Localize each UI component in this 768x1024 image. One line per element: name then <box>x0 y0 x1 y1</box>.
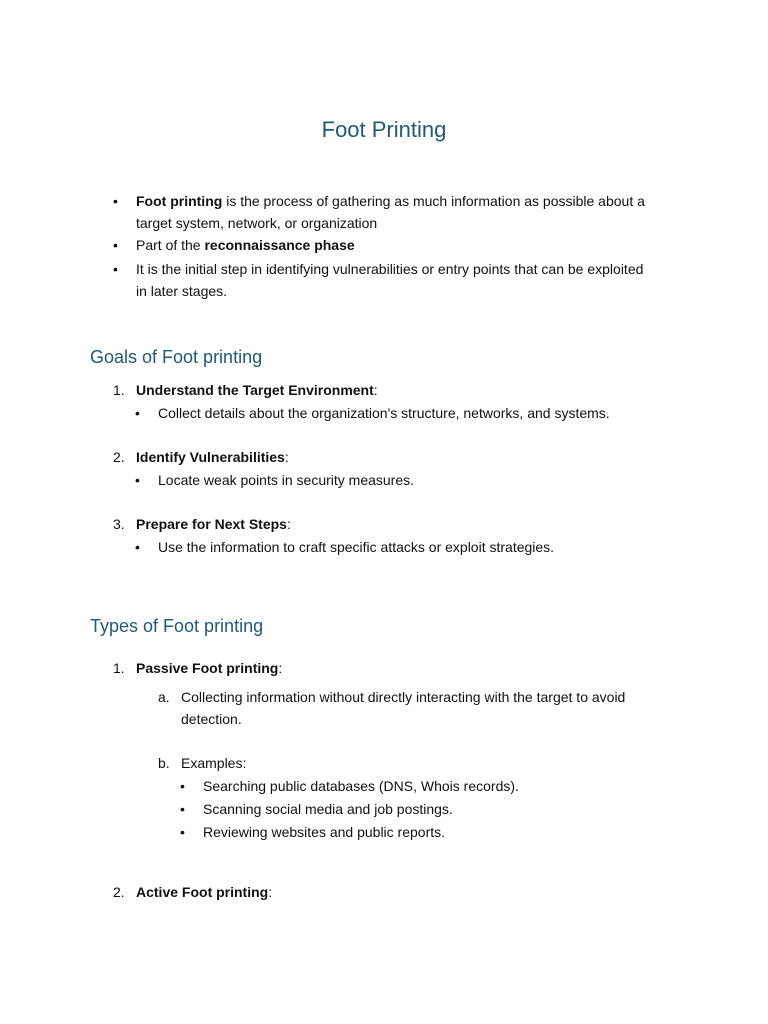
example-item: Reviewing websites and public reports. <box>203 824 446 840</box>
goal-title: Understand the Target Environment <box>136 382 374 398</box>
list-number: 2. <box>113 884 125 900</box>
bullet-marker: • <box>135 539 140 555</box>
type-item-active <box>136 881 272 903</box>
intro-2-text: Part of the <box>136 237 205 253</box>
passive-point-a: Collecting information without directly interacting with the target to avoid <box>181 689 626 705</box>
list-number: 2. <box>113 449 125 465</box>
passive-point-a-continuation: detection. <box>181 711 242 727</box>
goal-sub-1: Collect details about the organization's structure, networks, and systems. <box>158 405 610 421</box>
bullet-marker: • <box>180 778 185 794</box>
list-number: 3. <box>113 516 125 532</box>
goals-heading: Goals of Foot printing <box>90 347 263 367</box>
term-foot-printing: Foot printing <box>136 193 223 209</box>
bullet-marker: • <box>180 824 185 840</box>
colon: : <box>278 660 283 676</box>
term-reconnaissance: reconnaissance phase <box>204 237 355 253</box>
bullet-marker: • <box>113 261 118 277</box>
intro-1-text: is the process of gathering as much information as possible about a <box>222 193 645 209</box>
list-number: 1. <box>113 382 125 398</box>
bullet-marker: • <box>135 405 140 421</box>
goal-title: Prepare for Next Steps <box>136 516 287 532</box>
colon: : <box>286 516 291 532</box>
list-letter: a. <box>158 689 170 705</box>
bullet-marker: • <box>135 472 140 488</box>
intro-bullet-1-continuation: target system, network, or organization <box>136 215 378 231</box>
goal-item-3 <box>136 513 291 535</box>
goal-sub-3: Use the information to craft specific attacks or exploit strategies. <box>158 539 555 555</box>
bullet-marker: • <box>180 801 185 817</box>
bullet-marker: • <box>113 237 118 253</box>
colon: : <box>268 884 273 900</box>
example-item: Scanning social media and job postings. <box>203 801 453 817</box>
example-item: Searching public databases (DNS, Whois records). <box>203 778 519 794</box>
goal-sub-2: Locate weak points in security measures. <box>158 472 415 488</box>
colon: : <box>284 449 289 465</box>
colon: : <box>373 382 378 398</box>
intro-bullet-1 <box>136 190 645 212</box>
type-item-passive <box>136 657 282 679</box>
goal-item-1 <box>136 379 378 401</box>
intro-bullet-2 <box>136 234 355 256</box>
page-title: Foot Printing <box>321 117 447 142</box>
intro-bullet-3: It is the initial step in identifying vulnerabilities or entry points that can be exploited <box>136 261 644 277</box>
bullet-marker: • <box>113 193 118 209</box>
type-title: Active Foot printing <box>136 884 269 900</box>
types-heading: Types of Foot printing <box>90 616 264 636</box>
goal-title: Identify Vulnerabilities <box>136 449 285 465</box>
list-letter: b. <box>158 755 170 771</box>
list-number: 1. <box>113 660 125 676</box>
intro-bullet-3-continuation: in later stages. <box>136 283 228 299</box>
type-title: Passive Foot printing <box>136 660 279 676</box>
goal-item-2 <box>136 446 289 468</box>
passive-point-b: Examples: <box>181 755 247 771</box>
